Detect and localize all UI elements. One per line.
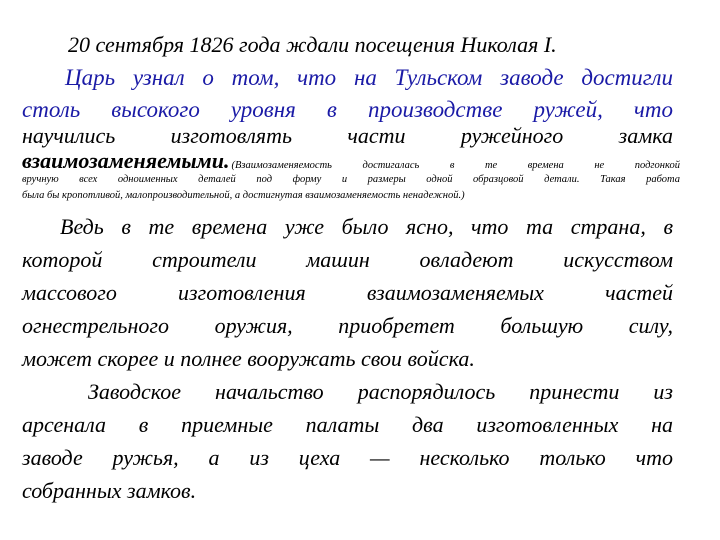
paragraph-1-line-1: Царь узнал о том, что на Тульском заводе достигли	[65, 65, 673, 90]
paragraph-1-line-3: научились изготовлять части ружейного замка	[22, 123, 673, 148]
paragraph-2-line-4: огнестрельного оружия, приобретет большую силу,	[22, 313, 673, 338]
paragraph-2-line-5: может скорее и полнее вооружать свои войска.	[22, 346, 475, 371]
footnote-line-2: была бы кропотливой, малопроизводительной, а достигнутая взаимозаменяемость ненадежной.)	[22, 189, 465, 201]
paragraph-3-line-2: арсенала в приемные палаты два изготовленных на	[22, 412, 673, 437]
paragraph-3-line-4: собранных замков.	[22, 478, 197, 503]
paragraph-2-line-2: которой строители машин овладеют искусством	[22, 247, 673, 272]
footnote-block	[22, 175, 680, 201]
interchangeable-term: взаимозаменяемыми.	[22, 148, 230, 173]
footnote-line-1: вручную всех одноименных деталей под форму и размеры одной образцовой детали. Такая работа	[22, 174, 680, 185]
paragraph-2-line-1: Ведь в те времена уже было ясно, что та страна, в	[60, 214, 673, 239]
paragraph-3-line-1: Заводское начальство распорядилось принести из	[88, 379, 673, 404]
paragraph-3-line-3: заводе ружья, а из цеха — несколько только что	[22, 445, 673, 470]
paragraph-1-line-2: столь высокого уровня в производстве ружей, что	[22, 97, 673, 122]
footnote-start: (Взаимозаменяемость достигалась в те времена не подгонкой	[231, 160, 680, 171]
document-title: 20 сентября 1826 года ждали посещения Николая I.	[68, 32, 557, 57]
paragraph-1-line-4	[22, 150, 680, 172]
paragraph-2-line-3: массового изготовления взаимозаменяемых частей	[22, 280, 673, 305]
